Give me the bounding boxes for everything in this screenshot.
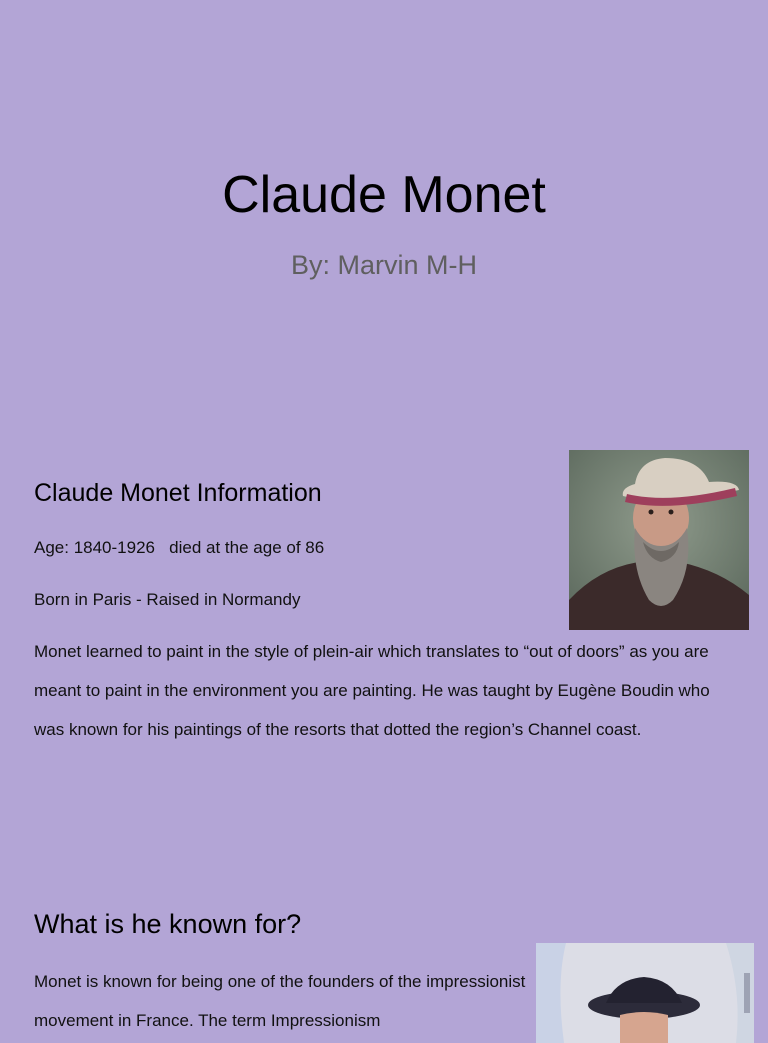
author-subtitle: By: Marvin M-H <box>290 250 477 280</box>
known-for-description: Monet is known for being one of the founders of the impressionist movement in France. The term Impressionism <box>34 972 526 1030</box>
monet-painted-portrait <box>536 943 754 1043</box>
info-heading: Claude Monet Information <box>34 479 322 507</box>
page-title: Claude Monet <box>222 166 546 224</box>
title-slide <box>0 0 768 420</box>
monet-photo-portrait <box>569 450 749 630</box>
birthplace-text: Born in Paris - Raised in Normandy <box>34 590 301 609</box>
info-description: Monet learned to paint in the style of plein-air which translates to “out of doors” as you are meant to paint in the environment you are painting. He was taught by Eugène Boudin who was known for his paintings of the resorts that dotted the region’s Channel coast. <box>34 642 710 739</box>
known-for-heading: What is he known for? <box>34 909 302 939</box>
age-text: Age: 1840-1926 died at the age of 86 <box>34 538 325 557</box>
